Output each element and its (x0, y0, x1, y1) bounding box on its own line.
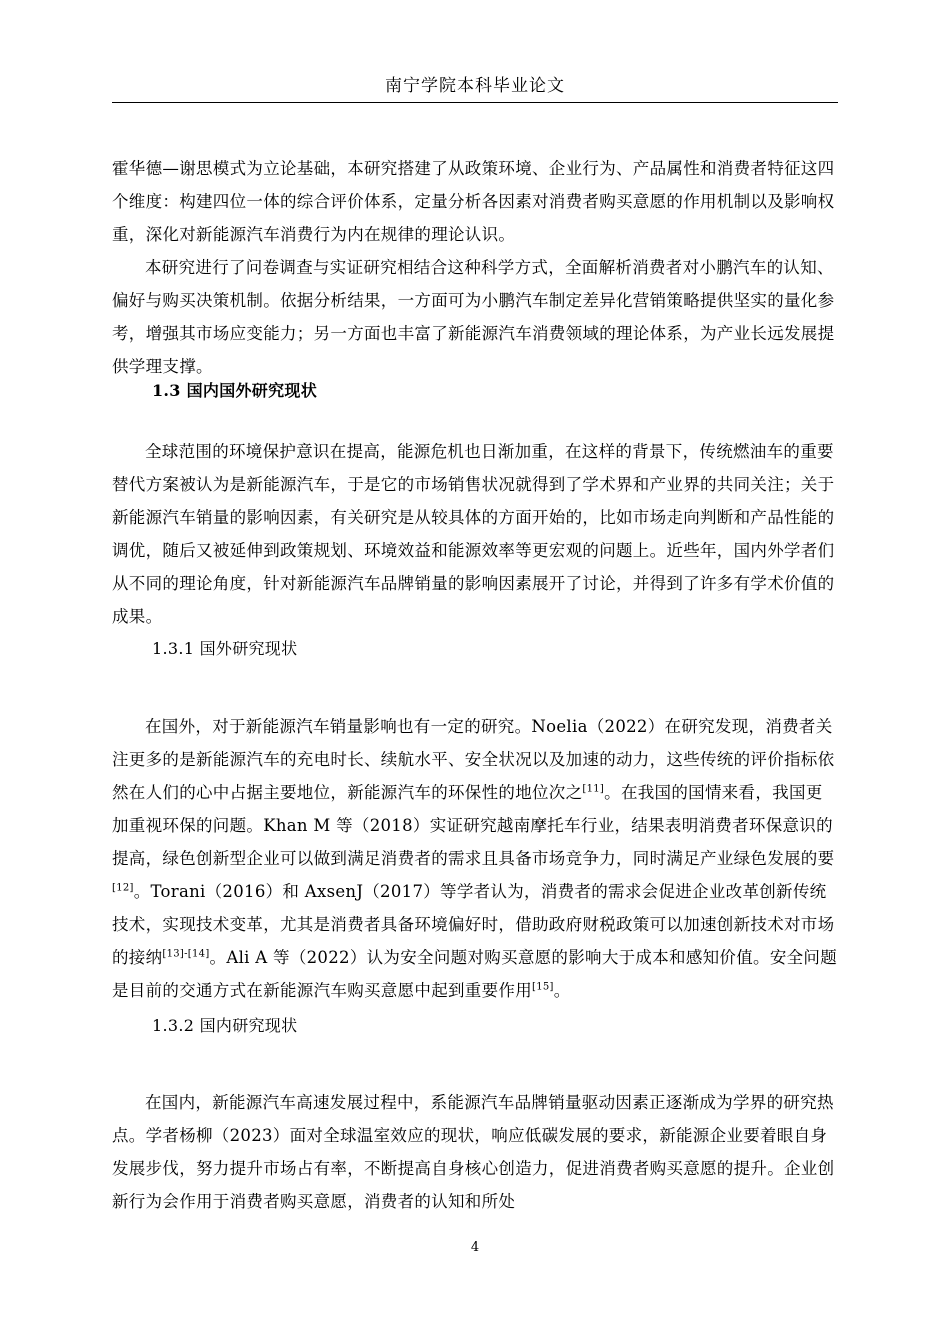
paragraph-text: 全球范围的环境保护意识在提高，能源危机也日渐加重，在这样的背景下，传统燃油车的重要替代方案被认为是新能源汽车，于是它的市场销售状况就得到了学术界和产业界的共同关注；关于新能源汽车销量的影响因素，有关研究是从较具体的方面开始的，比如市场走向判断和产品性能的调优，随后又被延伸到政策规划、环境效益和能源效率等更宏观的问题上。近些年，国内外学者们从不同的理论角度，针对新能源汽车品牌销量的影响因素展开了讨论，并得到了许多有学术价值的成果。 (112, 441, 835, 626)
paragraph-text: 霍华德—谢思模式为立论基础，本研究搭建了从政策环境、企业行为、产品属性和消费者特征这四个维度：构建四位一体的综合评价体系，定量分析各因素对消费者购买意愿的作用机制以及影响权重，深化对新能源汽车消费行为内在规律的理论认识。 (112, 158, 835, 244)
citation-15: [15] (532, 981, 554, 992)
paragraph-text: 在国内，新能源汽车高速发展过程中，系能源汽车品牌销量驱动因素正逐渐成为学界的研究热点。学者杨柳（2023）面对全球温室效应的现状，响应低碳发展的要求，新能源企业要着眼自身发展步伐，努力提升市场占有率，不断提高自身核心创造力，促进消费者购买意愿的提升。企业创新行为会作用于消费者购买意愿，消费者的认知和所处 (112, 1092, 835, 1211)
section-heading-1-3-2: 1.3.2 国内研究现状 (152, 1016, 298, 1035)
paragraph-text: 本研究进行了问卷调查与实证研究相结合这种科学方式，全面解析消费者对小鹏汽车的认知、偏好与购买决策机制。依据分析结果，一方面可为小鹏汽车制定差异化营销策略提供坚实的量化参考，增强其市场应变能力；另一方面也丰富了新能源汽车消费领域的理论体系，为产业长远发展提供学理支撑。 (112, 257, 835, 376)
paragraph-research-status (112, 435, 838, 633)
citation-12: [12] (112, 882, 134, 893)
paragraph-foreign-research (112, 710, 838, 1007)
section-heading-1-3-1: 1.3.1 国外研究现状 (152, 639, 298, 658)
running-header: 南宁学院本科毕业论文 (385, 76, 565, 96)
header-divider (112, 102, 838, 103)
paragraph-text: 。Torani（2016）和 AxsenJ（2017）等学者认为，消费者的需求会促进企业改革创新传统技术，实现技术变革，尤其是消费者具备环境偏好时，借助政府财税政策可以加速创新技术对市场的接纳 (112, 881, 835, 967)
page-number: 4 (470, 1240, 480, 1255)
paragraph-text: 。在我国的国情来看，我国更加重视环保的问题。Khan M 等（2018）实证研究越南摩托车行业，结果表明消费者环保意识的提高，绿色创新型企业可以做到满足消费者的需求且具备市场竞争力，同时满足产业绿色发展的要 (112, 782, 835, 868)
section-heading-1-3: 1.3 国内国外研究现状 (152, 381, 318, 400)
paragraph-text: 在国外，对于新能源汽车销量影响也有一定的研究。Noelia（2022）在研究发现，消费者关注更多的是新能源汽车的充电时长、续航水平、安全状况以及加速的动力，这些传统的评价指标依然在人们的心中占据主要地位，新能源汽车的环保性的地位次之 (112, 716, 835, 802)
paragraph-text: 。 (553, 980, 571, 1000)
paragraph-research-method (112, 251, 838, 383)
paragraph-continued (112, 152, 838, 251)
paragraph-text: 。Ali A 等（2022）认为安全问题对购买意愿的影响大于成本和感知价值。安全问题是目前的交通方式在新能源汽车购买意愿中起到重要作用 (112, 947, 838, 1000)
paragraph-domestic-research (112, 1086, 838, 1218)
citation-11: [11] (582, 783, 605, 794)
citation-13-14: [13]-[14] (162, 948, 210, 959)
